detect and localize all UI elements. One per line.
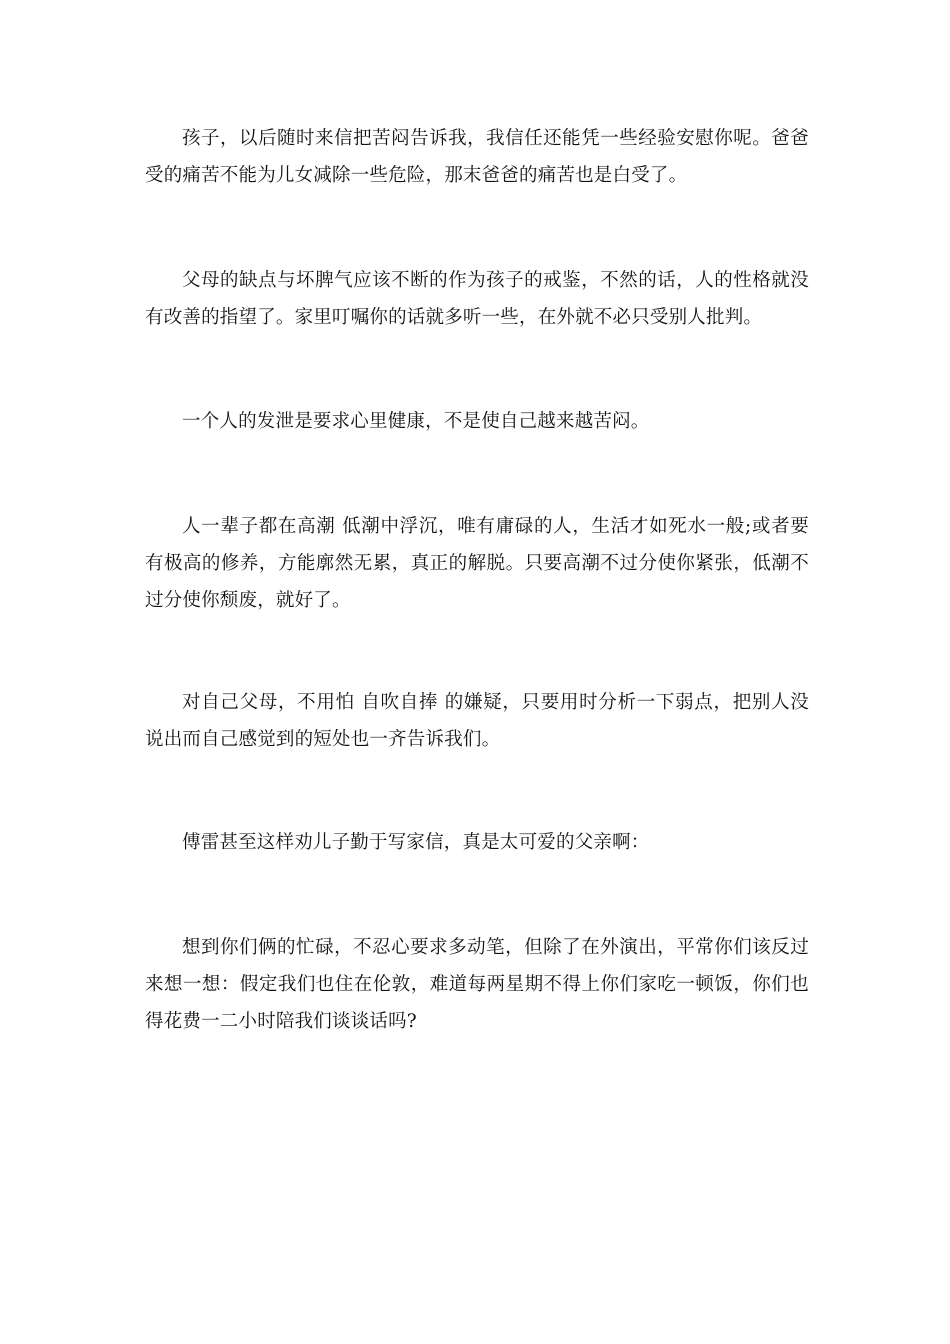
paragraph: 对自己父母，不用怕 自吹自捧 的嫌疑，只要用时分析一下弱点，把别人没说出而自己感觉到的短处也一齐告诉我们。	[145, 692, 809, 750]
paragraph: 想到你们俩的忙碌，不忍心要求多动笔，但除了在外演出，平常你们该反过来想一想：假定我们也住在伦敦，难道每两星期不得上你们家吃一顿饭，你们也得花费一二小时陪我们谈谈话吗?	[145, 937, 809, 1032]
paragraph: 傅雷甚至这样劝儿子勤于写家信，真是太可爱的父亲啊：	[182, 832, 650, 853]
paragraph: 孩子，以后随时来信把苦闷告诉我，我信任还能凭一些经验安慰你呢。爸爸受的痛苦不能为儿女减除一些危险，那末爸爸的痛苦也是白受了。	[145, 128, 809, 186]
paragraph: 父母的缺点与坏脾气应该不断的作为孩子的戒鉴，不然的话，人的性格就没有改善的指望了。家里叮嘱你的话就多听一些，在外就不必只受别人批判。	[145, 270, 809, 328]
paragraph: 人一辈子都在高潮 低潮中浮沉，唯有庸碌的人，生活才如死水一般;或者要有极高的修养，方能廓然无累，真正的解脱。只要高潮不过分使你紧张，低潮不过分使你颓废，就好了。	[145, 516, 809, 611]
paragraph: 一个人的发泄是要求心里健康，不是使自己越来越苦闷。	[182, 411, 650, 432]
